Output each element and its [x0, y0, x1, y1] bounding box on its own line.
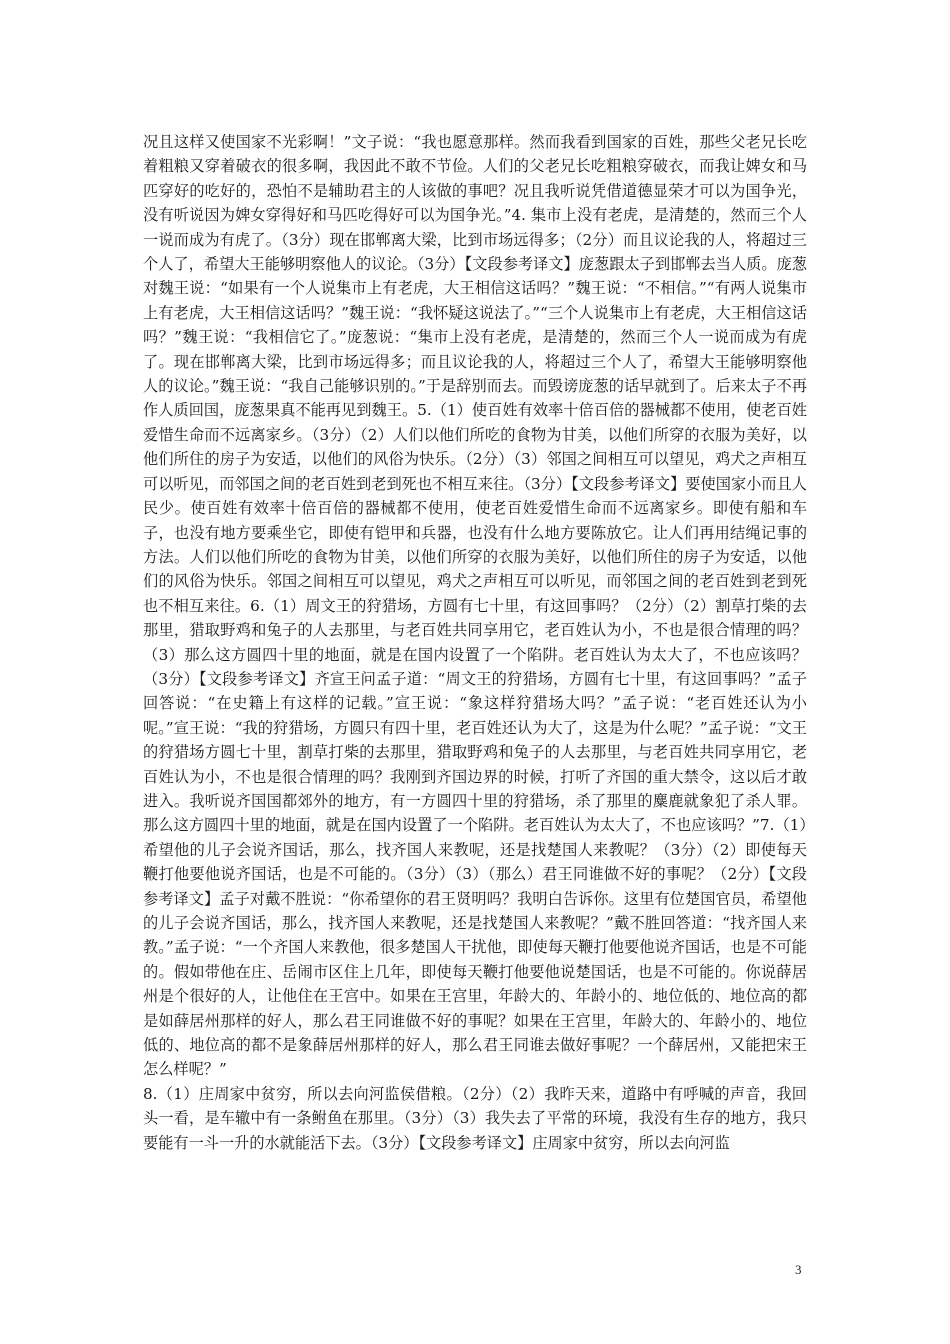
paragraph: 8.（1）庄周家中贫穷，所以去向河监侯借粮。（2分）（2）我昨天来，道路中有呼喊的声音，我回头一看，是车辙中有一条鲋鱼在那里。（3分）（3）我失去了平常的环境，我没有生存的地方，我只要能有一斗一升的水就能活下去。（3分）【文段参考译文】庄周家中贫穷，所以去向河监: [143, 1084, 807, 1152]
page-number: 3: [795, 1262, 802, 1277]
body-text: [143, 130, 807, 1155]
paragraph: 况且这样又使国家不光彩啊！”文子说：“我也愿意那样。然而我看到国家的百姓，那些父老兄长吃着粗粮又穿着破衣的很多啊，我因此不敢不节俭。人们的父老兄长吃粗粮穿破衣，而我让婢女和马匹穿好的吃好的，恐怕不是辅助君主的人该做的事吧？况且我听说凭借道德显荣才可以为国争光，没有听说因为婢女穿得好和马匹吃得好可以为国争光。”4. 集市上没有老虎，是清楚的，然而三个人一说而成为有虎了。（3分）现在邯郸离大梁，比到市场远得多；（2分）而且议论我的人，将超过三个人了，希望大王能够明察他人的议论。（3分）【文段参考译文】庞葱跟太子到邯郸去当人质。庞葱对魏王说：“如果有一个人说集市上有老虎，大王相信这话吗？”魏王说：“不相信。”“有两人说集市上有老虎，大王相信这话吗？”魏王说：“我怀疑这说法了。”“三个人说集市上有老虎，大王相信这话吗？”魏王说：“我相信它了。”庞葱说：“集市上没有老虎，是清楚的，然而三个人一说而成为有虎了。现在邯郸离大梁，比到市场远得多；而且议论我的人，将超过三个人了，希望大王能够明察他人的议论。”魏王说：“我自己能够识别的。”于是辞别而去。而毁谤庞葱的话早就到了。后来太子不再作人质回国，庞葱果真不能再见到魏王。5.（1）使百姓有效率十倍百倍的器械都不使用，使老百姓爱惜生命而不远离家乡。（3分）（2）人们以他们所吃的食物为甘美，以他们所穿的衣服为美好，以他们所住的房子为安适，以他们的风俗为快乐。（2分）（3）邻国之间相互可以望见，鸡犬之声相互可以听见，而邻国之间的老百姓到老到死也不相互来往。（3分）【文段参考译文】要使国家小而且人民少。使百姓有效率十倍百倍的器械都不使用，使老百姓爱惜生命而不远离家乡。即使有船和车子，也没有地方要乘坐它，即使有铠甲和兵器，也没有什么地方要陈放它。让人们再用结绳记事的方法。人们以他们所吃的食物为甘美，以他们所穿的衣服为美好，以他们所住的房子为安适，以他们的风俗为快乐。邻国之间相互可以望见，鸡犬之声相互可以听见，而邻国之间的老百姓到老到死也不相互来往。6.（1）周文王的狩猎场，方圆有七十里，有这回事吗？（2分）（2）割草打柴的去那里，猎取野鸡和兔子的人去那里，与老百姓共同享用它，老百姓认为小，不也是很合情理的吗？（3）那么这方圆四十里的地面，就是在国内设置了一个陷阱。老百姓认为太大了，不也应该吗？（3分）【文段参考译文】齐宣王问孟子道：“周文王的狩猎场，方圆有七十里，有这回事吗？”孟子回答说：“在史籍上有这样的记载。”宣王说：“象这样狩猎场大吗？”孟子说：“老百姓还认为小呢。”宣王说：“我的狩猎场，方圆只有四十里，老百姓还认为大了，这是为什么呢？”孟子说：“文王的狩猎场方圆七十里，割草打柴的去那里，猎取野鸡和兔子的人去那里，与老百姓共同享用它，老百姓认为小，不也是很合情理的吗？我刚到齐国边界的时候，打听了齐国的重大禁令，这以后才敢进入。我听说齐国国都郊外的地方，有一方圆四十里的狩猎场，杀了那里的麋鹿就象犯了杀人罪。那么这方圆四十里的地面，就是在国内设置了一个陷阱。老百姓认为太大了，不也应该吗？”7.（1）希望他的儿子会说齐国话，那么，找齐国人来教呢，还是找楚国人来教呢？（3分）（2）即使每天鞭打他要他说齐国话，也是不可能的。（3分）（3）（那么）君王同谁做不好的事呢？（2分）【文段参考译文】孟子对戴不胜说：“你希望你的君王贤明吗？我明白告诉你。这里有位楚国官员，希望他的儿子会说齐国话，那么，找齐国人来教呢，还是找楚国人来教呢？”戴不胜回答道：“找齐国人来教。”孟子说：“一个齐国人来教他，很多楚国人干扰他，即使每天鞭打他要他说齐国话，也是不可能的。假如带他在庄、岳闹市区住上几年，即使每天鞭打他要他说楚国话，也是不可能的。你说薛居州是个很好的人，让他住在王宫中。如果在王宫里，年龄大的、年龄小的、地位低的、地位高的都是如薛居州那样的好人，那么君王同谁做不好的事呢？如果在王宫里，年龄大的、年龄小的、地位低的、地位高的都不是象薛居州那样的好人，那么君王同谁去做好事呢？一个薛居州，又能把宋王怎么样呢？”: [143, 133, 807, 1079]
